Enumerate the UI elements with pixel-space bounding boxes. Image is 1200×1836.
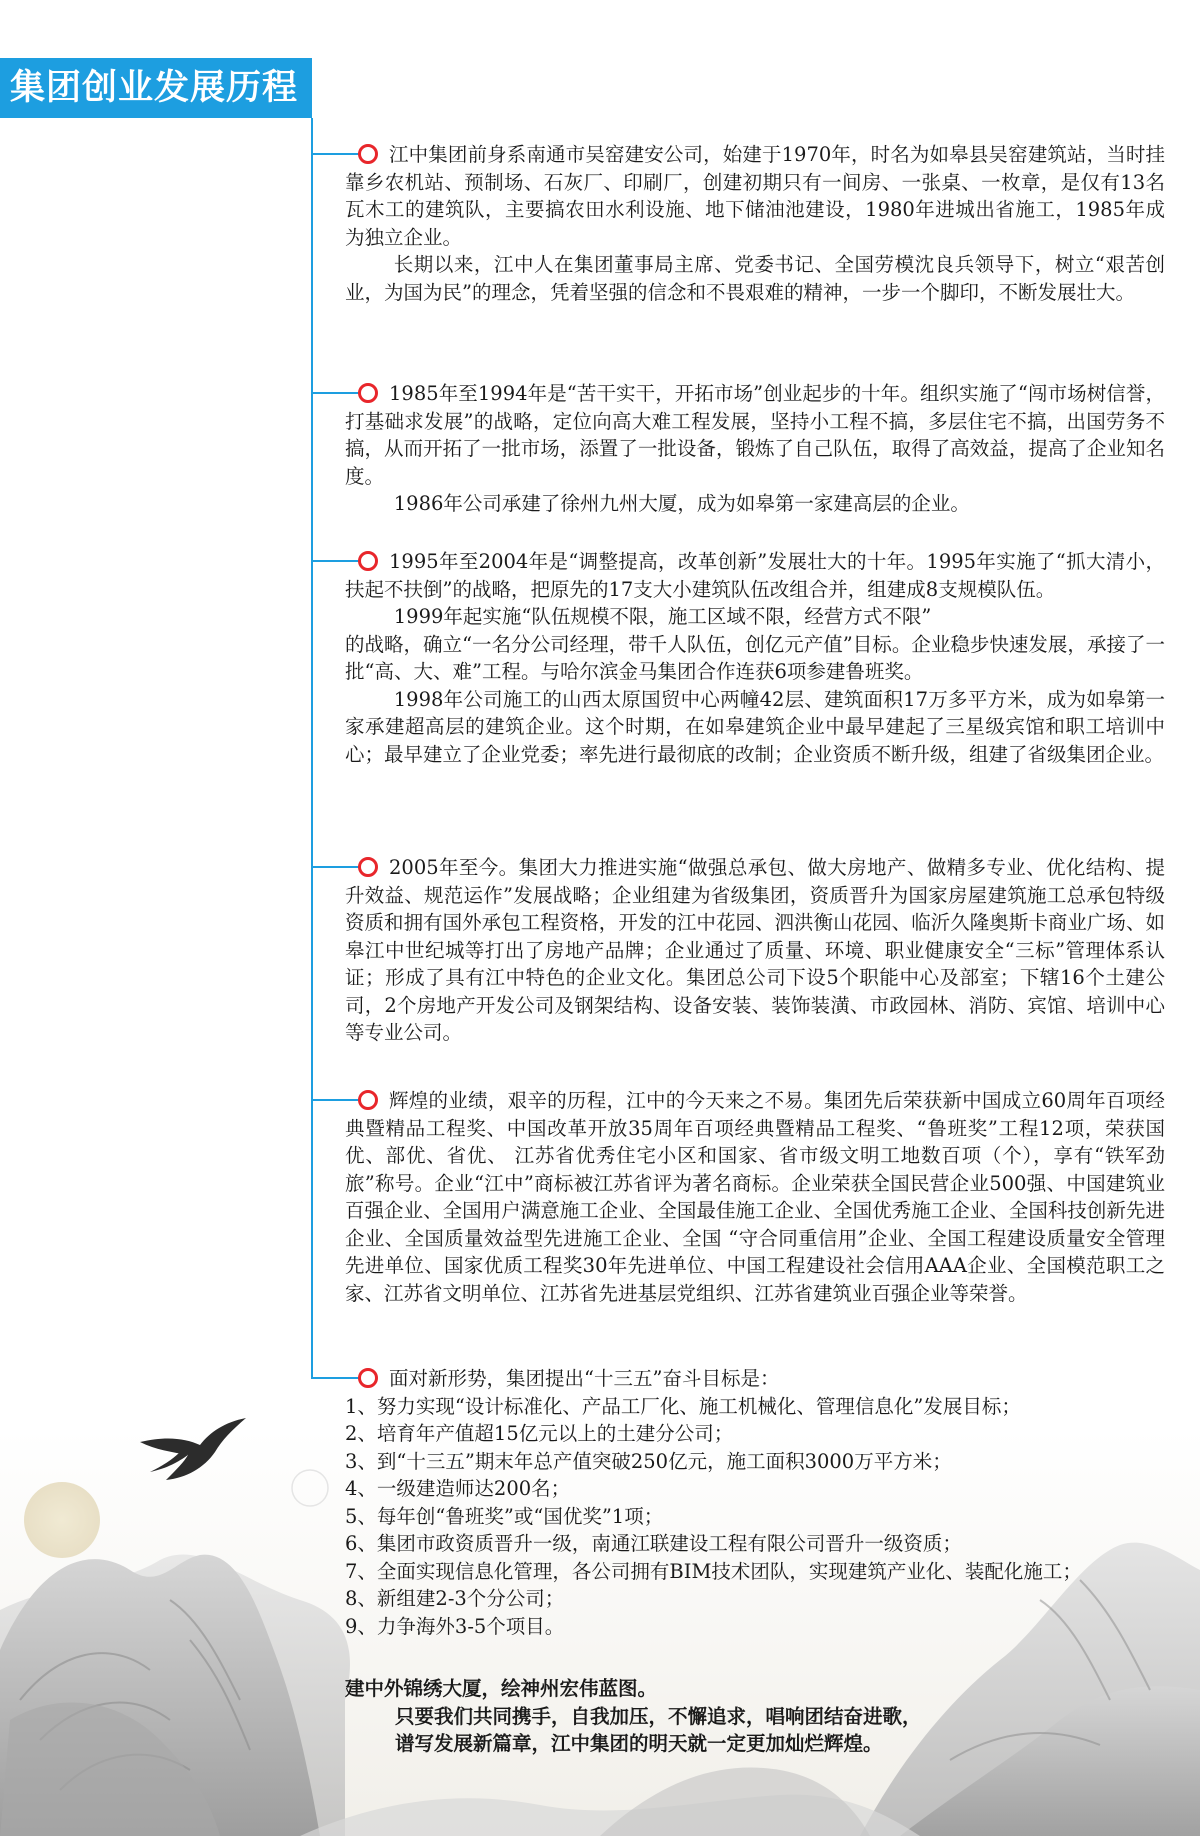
history-section-origin [345, 141, 1165, 306]
section-paragraph: 2005年至今。集团大力推进实施“做强总承包、做大房地产、做精多专业、优化结构、提升效益、规范运作”发展战略；企业组建为省级集团，资质晋升为国家房屋建筑施工总承包特级资质和拥有国外承包工程资格，开发的江中花园、泗洪衡山花园、临沂久隆奥斯卡商业广场、如皋江中世纪城等打出了房地产品牌；企业通过了质量、环境、职业健康安全“三标”管理体系认证；形成了具有江中特色的企业文化。集团总公司下设5个职能中心及部室；下辖16个土建公司，2个房地产开发公司及钢架结构、设备安装、装饰装潢、市政园林、消防、宾馆、培训中心等专业公司。 [345, 856, 1165, 1044]
closing-statement [345, 1675, 1165, 1758]
history-section-2005-present [345, 854, 1165, 1047]
goal-item: 8、新组建2-3个分公司； [345, 1587, 565, 1610]
goal-item: 6、集团市政资质晋升一级，南通江联建设工程有限公司晋升一级资质； [345, 1532, 962, 1555]
goal-item: 7、全面实现信息化管理，各公司拥有BIM技术团队，实现建筑产业化、装配化施工； [345, 1559, 1082, 1583]
section-paragraph: 1999年起实施“队伍规模不限，施工区域不限，经营方式不限” [393, 605, 932, 628]
section-paragraph: 1995年至2004年是“调整提高，改革创新”发展壮大的十年。1995年实施了“抓大清小，扶起不扶倒”的战略，把原先的17支大小建筑队伍改组合并，组建成8支规模队伍。 [345, 550, 1165, 601]
goal-item: 2、培育年产值超15亿元以上的土建分公司； [345, 1422, 734, 1445]
moon-circle [24, 1482, 100, 1558]
goal-item: 4、一级建造师达200名； [345, 1477, 571, 1500]
closing-line: 建中外锦绣大厦，绘神州宏伟蓝图。 [345, 1677, 658, 1700]
section-paragraph: 长期以来，江中人在集团董事局主席、党委书记、全国劳模沈良兵领导下，树立“艰苦创业，为国为民”的理念，凭着坚强的信念和不畏艰难的精神，一步一个脚印，不断发展壮大。 [345, 253, 1165, 304]
section-paragraph: 的战略，确立“一名分公司经理，带千人队伍，创亿元产值”目标。企业稳步快速发展，承接了一批“高、大、难”工程。与哈尔滨金马集团合作连获6项参建鲁班奖。 [345, 632, 1165, 683]
section-paragraph: 1985年至1994年是“苦干实干，开拓市场”创业起步的十年。组织实施了“闯市场树信誉，打基础求发展”的战略，定位向高大难工程发展，坚持小工程不搞，多层住宅不搞，出国劳务不搞，从而开拓了一批市场，添置了一批设备，锻炼了自己队伍，取得了高效益，提高了企业知名度。 [345, 382, 1165, 488]
timeline-line [311, 118, 313, 1378]
closing-line: 谱写发展新篇章，江中集团的明天就一定更加灿烂辉煌。 [395, 1732, 883, 1755]
section-paragraph: 1998年公司施工的山西太原国贸中心两幢42层、建筑面积17万多平方米，成为如皋第一家承建超高层的建筑企业。这个时期，在如皋建筑企业中最早建起了三星级宾馆和职工培训中心；最早建立了企业党委；率先进行最彻底的改制；企业资质不断升级，组建了省级集团企业。 [345, 687, 1165, 766]
section-paragraph: 辉煌的业绩，艰辛的历程，江中的今天来之不易。集团先后荣获新中国成立60周年百项经典暨精品工程奖、中国改革开放35周年百项经典暨精品工程奖、“鲁班奖”工程12项，荣获国优、部优、省优、 江苏省优秀住宅小区和国家、省市级文明工地数百项（个），享有“铁军劲旅”称号。企业“江中”商标被江苏省评为著名商标。企业荣获全国民营企业500强、中国建筑业百强企业、全国用户满意施工企业、全国最佳施工企业、全国优秀施工企业、全国科技创新先进企业、全国质量效益型先进施工企业、全国 “守合同重信用”企业、全国工程建设质量安全管理先进单位、国家优质工程奖30年先进单位、中国工程建设社会信用AAA企业、全国模范职工之家、江苏省文明单位、江苏省先进基层党组织、江苏省建筑业百强企业等荣誉。 [345, 1089, 1165, 1305]
goals-section [345, 1365, 1165, 1640]
goal-item: 5、每年创“鲁班奖”或“国优奖”1项； [345, 1504, 664, 1528]
section-paragraph: 1986年公司承建了徐州九州大厦，成为如皋第一家建高层的企业。 [393, 492, 970, 515]
goals-intro: 面对新形势，集团提出“十三五”奋斗目标是： [389, 1367, 780, 1390]
history-section-1995-2004 [345, 548, 1165, 768]
history-section-achievements [345, 1087, 1165, 1307]
page-title: 集团创业发展历程 [10, 68, 299, 108]
section-paragraph: 江中集团前身系南通市吴窑建安公司，始建于1970年，时名为如皋县吴窑建筑站，当时挂靠乡农机站、预制场、石灰厂、印刷厂，创建初期只有一间房、一张桌、一枚章，是仅有13名瓦木工的建筑队，主要搞农田水利设施、地下储油池建设，1980年进城出省施工，1985年成为独立企业。 [345, 143, 1165, 249]
closing-line: 只要我们共同携手，自我加压，不懈追求，唱响团结奋进歌， [395, 1704, 922, 1728]
history-section-1985-1994 [345, 380, 1165, 518]
goal-item: 1、努力实现“设计标准化、产品工厂化、施工机械化、管理信息化”发展目标； [345, 1394, 1021, 1418]
title-bar [0, 58, 312, 118]
goal-item: 9、力争海外3-5个项目。 [345, 1614, 565, 1638]
goal-item: 3、到“十三五”期末年总产值突破250亿元，施工面积3000万平方米； [345, 1449, 952, 1473]
